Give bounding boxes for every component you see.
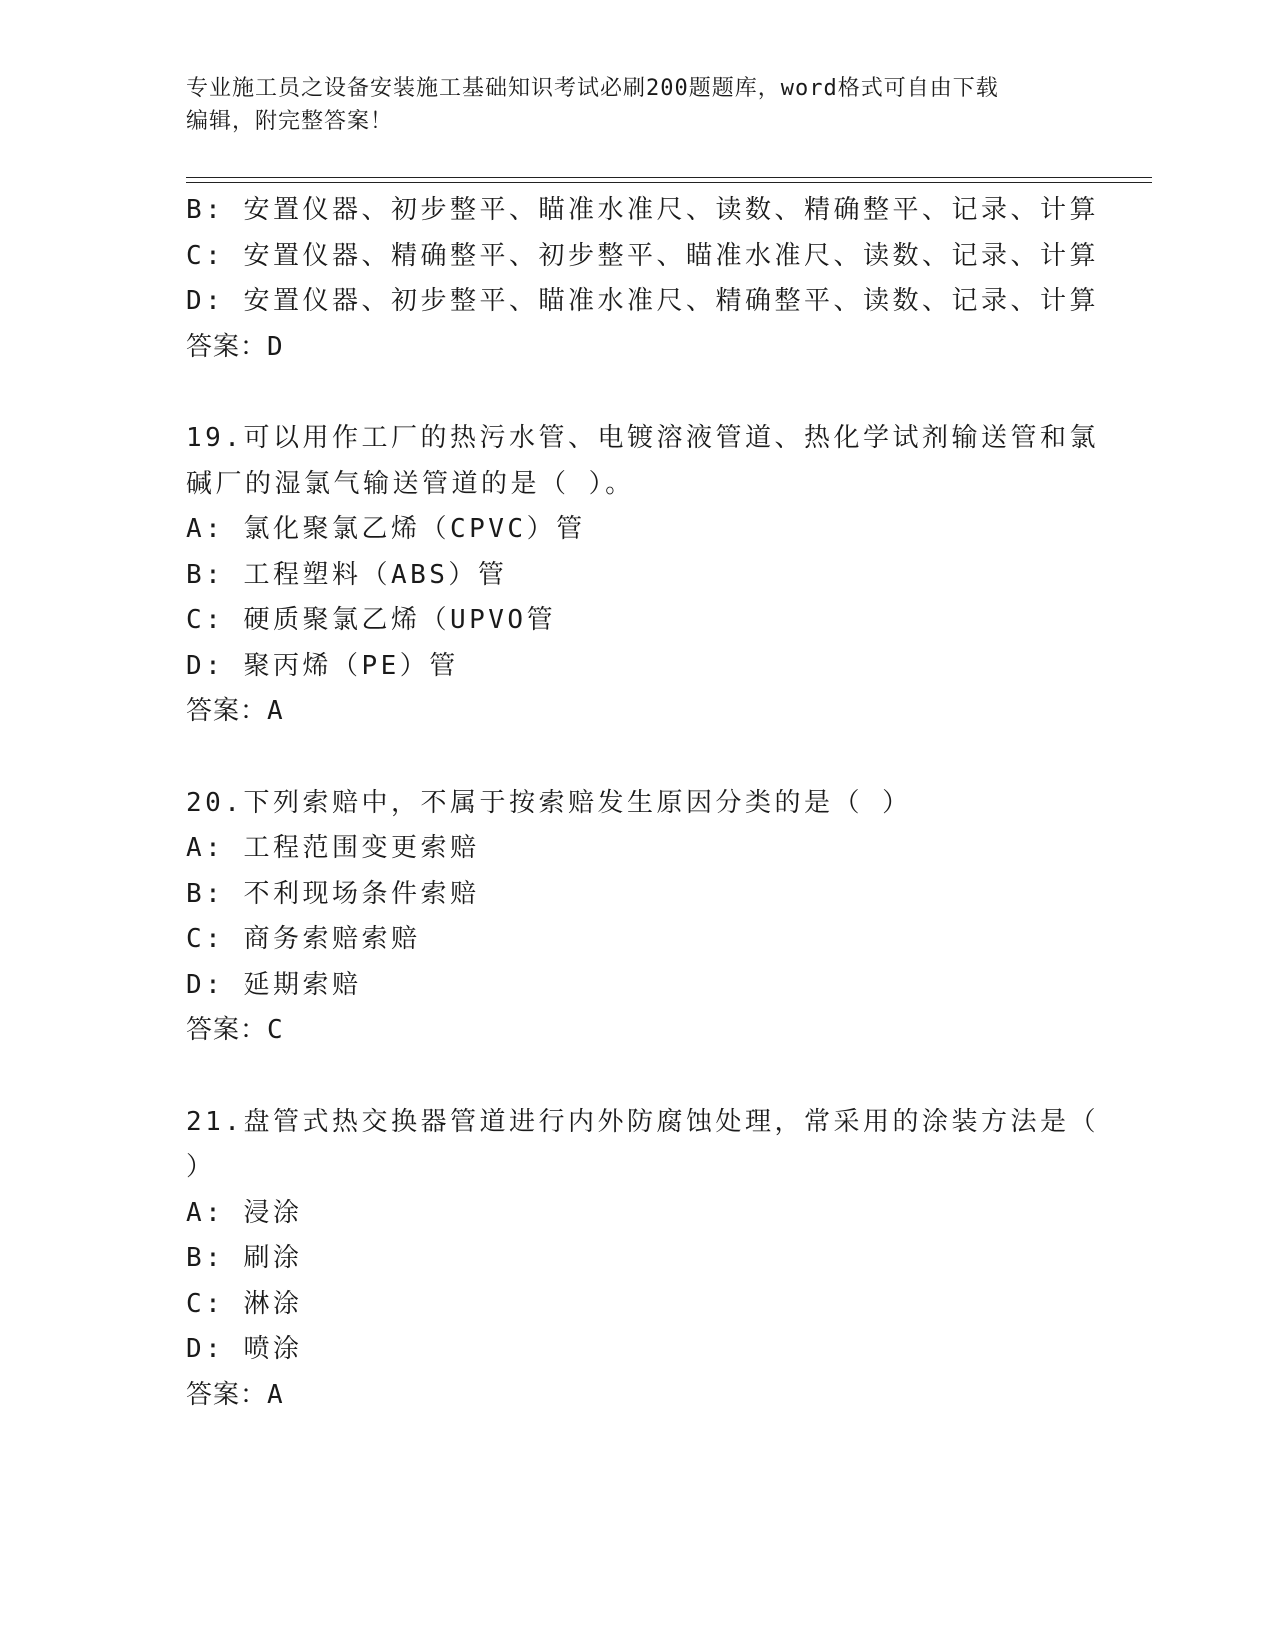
question-18-remainder <box>186 188 1099 370</box>
question-stem-line-1: 21.盘管式热交换器管道进行内外防腐蚀处理，常采用的涂装方法是（ <box>186 1106 1099 1137</box>
option-c: C: 安置仪器、精确整平、初步整平、瞄准水准尺、读数、记录、计算 <box>186 240 1099 271</box>
question-21 <box>186 1100 1099 1419</box>
option-a: A: 浸涂 <box>186 1197 303 1228</box>
spacer <box>186 1054 1086 1100</box>
answer-line: 答案：C <box>186 1015 284 1045</box>
option-c: C: 商务索赔索赔 <box>186 924 421 954</box>
header-divider-top <box>186 177 1152 178</box>
header-title-line-1: 专业施工员之设备安装施工基础知识考试必刷200题题库，word格式可自由下载 <box>186 76 999 101</box>
option-b: B: 工程塑料（ABS）管 <box>186 559 508 590</box>
option-a: A: 氯化聚氯乙烯（CPVC）管 <box>186 514 586 544</box>
question-stem-line-2: 碱厂的湿氯气输送管道的是（ ）。 <box>186 468 635 499</box>
answer-line: 答案：A <box>186 1379 284 1410</box>
question-stem-line-2: ） <box>186 1152 216 1182</box>
spacer <box>186 735 1086 781</box>
option-d: D: 聚丙烯（PE）管 <box>186 650 459 681</box>
header-title-line-2: 编辑，附完整答案！ <box>186 109 394 134</box>
option-d: D: 延期索赔 <box>186 969 362 1000</box>
question-19 <box>186 416 1099 735</box>
question-20 <box>186 781 1086 1054</box>
question-stem-line-1: 20.下列索赔中，不属于按索赔发生原因分类的是（ ） <box>186 787 912 818</box>
question-stem-line-1: 19.可以用作工厂的热污水管、电镀溶液管道、热化学试剂输送管和氯 <box>186 423 1099 453</box>
option-d: D: 安置仪器、初步整平、瞄准水准尺、精确整平、读数、记录、计算 <box>186 286 1099 316</box>
option-b: B: 安置仪器、初步整平、瞄准水准尺、读数、精确整平、记录、计算 <box>186 195 1099 225</box>
option-b: B: 刷涂 <box>186 1243 303 1273</box>
option-a: A: 工程范围变更索赔 <box>186 833 480 863</box>
option-d: D: 喷涂 <box>186 1334 303 1364</box>
answer-line: 答案：A <box>186 696 284 726</box>
answer-line: 答案：D <box>186 331 284 362</box>
option-c: C: 淋涂 <box>186 1288 303 1319</box>
document-header <box>186 72 1066 138</box>
option-b: B: 不利现场条件索赔 <box>186 878 480 909</box>
question-list <box>186 188 1099 1418</box>
spacer <box>186 370 1086 416</box>
header-divider-bottom <box>186 182 1152 183</box>
option-c: C: 硬质聚氯乙烯（UPVO管 <box>186 605 557 635</box>
